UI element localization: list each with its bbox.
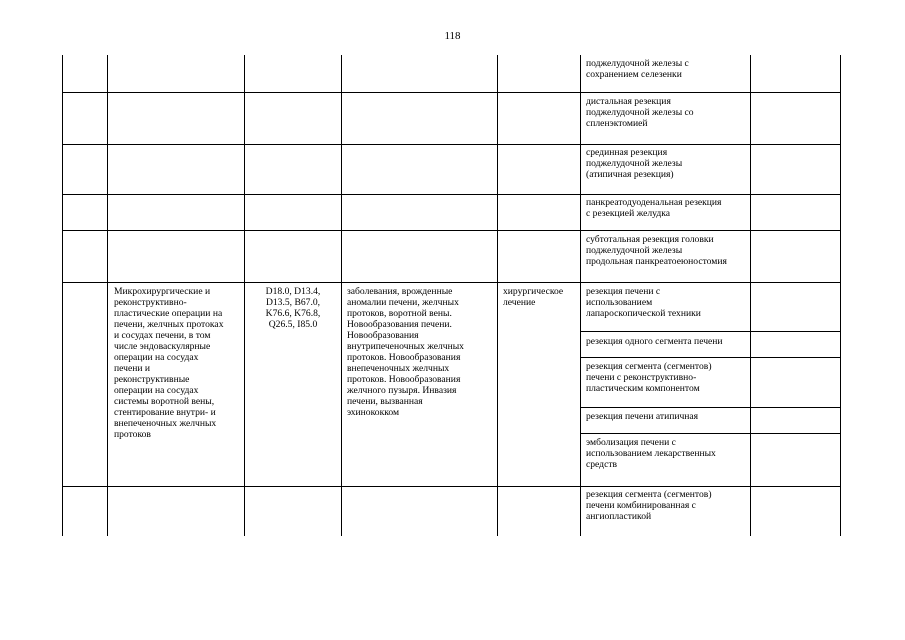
row-line: [62, 282, 841, 283]
block-name: Микрохирургические и реконструктивно- пластические операции на печени, желчных протоках и сосудах печени, в том числе эндоваскулярные операции на сосудах печени и реконструктивные операции на сосудах системы воротной вены, стентирование внутри- и внепеченочных желчных протоков: [114, 286, 224, 440]
subrow-line: [580, 433, 841, 434]
row-line: [62, 92, 841, 93]
method-cell: резекция сегмента (сегментов) печени комбинированная с ангиопластикой: [586, 489, 712, 522]
method-cell: дистальная резекция поджелудочной железы со спленэктомией: [586, 96, 694, 129]
column-line: [62, 55, 63, 536]
method-cell: резекция одного сегмента печени: [586, 336, 723, 347]
row-line: [62, 486, 841, 487]
column-line: [497, 55, 498, 536]
method-cell: панкреатодуоденальная резекция с резекцией желудка: [586, 197, 722, 219]
column-line: [244, 55, 245, 536]
row-line: [62, 230, 841, 231]
block-codes: D18.0, D13.4, D13.5, B67.0, K76.6, K76.8, Q26.5, I85.0: [265, 286, 321, 330]
column-line: [107, 55, 108, 536]
row-line: [62, 144, 841, 145]
column-line: [341, 55, 342, 536]
subrow-line: [580, 357, 841, 358]
subrow-line: [580, 331, 841, 332]
column-line: [840, 55, 841, 536]
subrow-line: [580, 407, 841, 408]
method-cell: резекция печени атипичная: [586, 411, 699, 422]
method-cell: эмболизация печени с использованием лекарственных средств: [586, 437, 716, 470]
block-patient-model: заболевания, врожденные аномалии печени, желчных протоков, воротной вены. Новообразования печени. Новообразования внутрипеченочных желчных протоков. Новообразования внепеченочных желчных протоков. Новообразования желчного пузыря. Инвазия печени, вызванная эхинококком: [347, 286, 464, 418]
method-cell: субтотальная резекция головки поджелудочной железы продольная панкреатоеюностомия: [586, 234, 727, 267]
method-cell: поджелудочной железы с сохранением селезенки: [586, 58, 689, 80]
method-cell: срединная резекция поджелудочной железы (атипичная резекция): [586, 147, 683, 180]
method-cell: резекция печени с использованием лапароскопической техники: [586, 286, 701, 319]
column-line: [580, 55, 581, 536]
page-number: 118: [444, 30, 461, 42]
column-line: [750, 55, 751, 536]
method-cell: резекция сегмента (сегментов) печени с реконструктивно- пластическим компонентом: [586, 361, 712, 394]
block-treatment: хирургическое лечение: [503, 286, 564, 308]
row-line: [62, 194, 841, 195]
